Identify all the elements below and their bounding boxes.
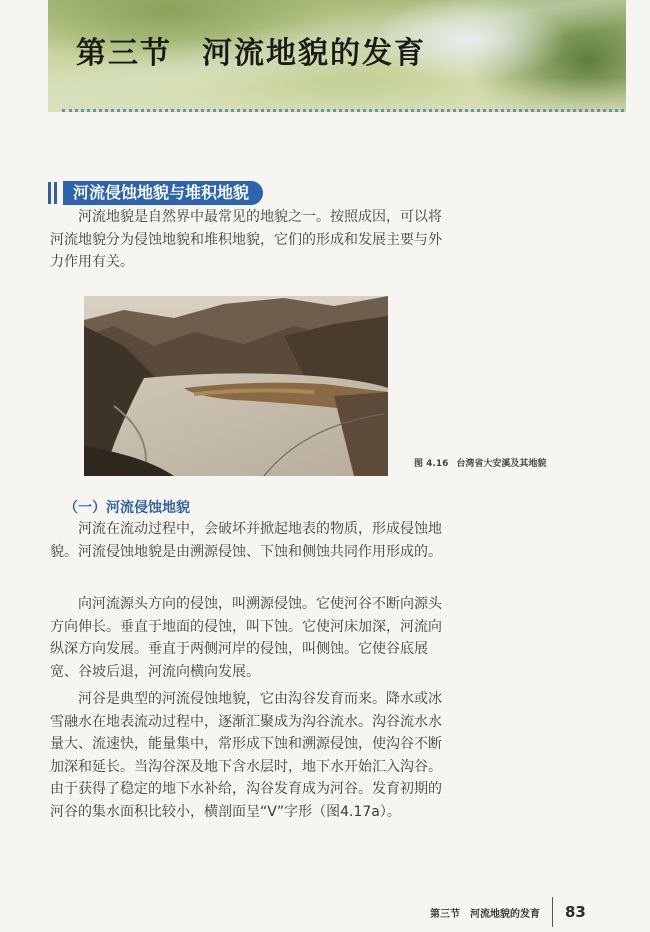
paragraph: 河谷是典型的河流侵蚀地貌，它由沟谷发育而来。降水或冰雪融水在地表流动过程中，逐渐汇聚成为沟谷流水。沟谷流水水量大、流速快，能量集中，常形成下蚀和溯源侵蚀，使沟谷不断加深和延长。当沟谷深及地下含水层时，地下水开始汇入沟谷。由于获得了稳定的地下水补给，沟谷发育成为河谷。发育初期的河谷的集水面积比较小，横剖面呈“V”字形（图4.17a）。 — [50, 691, 442, 820]
footer-section-number: 第三节 — [430, 908, 460, 920]
page-title — [76, 28, 426, 72]
section-heading-label: 河流侵蚀地貌与堆积地貌 — [63, 181, 263, 205]
subsection-heading: （一）河流侵蚀地貌 — [64, 500, 190, 516]
footer-section — [430, 905, 540, 920]
figure-caption — [414, 456, 546, 469]
figure-number: 图 4.16 — [414, 459, 449, 469]
figure-caption-text: 台湾省大安溪及其地貌 — [456, 459, 547, 469]
page-footer — [430, 899, 586, 925]
section-heading — [48, 181, 263, 205]
header-banner — [48, 0, 626, 112]
footer-section-title: 河流地貌的发育 — [470, 908, 540, 920]
section-title: 河流地貌的发育 — [202, 36, 426, 71]
heading-bars-icon — [48, 182, 57, 204]
river-valley-photo — [84, 296, 388, 476]
footer-divider — [552, 897, 553, 927]
paragraph: 河流在流动过程中，会破坏并掀起地表的物质，形成侵蚀地貌。河流侵蚀地貌是由溯源侵蚀、下蚀和侧蚀共同作用形成的。 — [50, 521, 442, 560]
page-number: 83 — [565, 903, 586, 921]
header-dotted-divider — [62, 109, 624, 112]
section-number: 第三节 — [76, 36, 172, 71]
intro-paragraph: 河流地貌是自然界中最常见的地貌之一。按照成因，可以将河流地貌分为侵蚀地貌和堆积地貌，它们的形成和发展主要与外力作用有关。 — [50, 209, 442, 270]
paragraph: 向河流源头方向的侵蚀，叫溯源侵蚀。它使河谷不断向源头方向伸长。垂直于地面的侵蚀，叫下蚀。它使河床加深，河流向纵深方向发展。垂直于两侧河岸的侵蚀，叫侧蚀。它使谷底展宽、谷坡后退，河流向横向发展。 — [50, 596, 442, 680]
